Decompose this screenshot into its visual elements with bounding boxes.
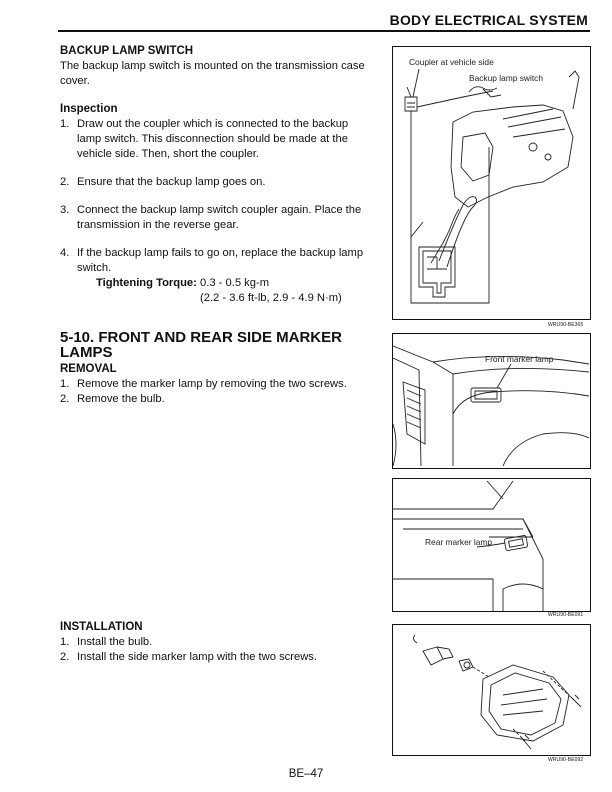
list-item: 2. Ensure that the backup lamp goes on. xyxy=(60,176,266,188)
label-backup-lamp-switch: Backup lamp switch xyxy=(469,73,544,83)
list-item: 2. Remove the bulb. xyxy=(60,393,165,405)
list-item: 2. Install the side marker lamp with the two screws. xyxy=(60,651,317,663)
figure-marker-lamp-exploded xyxy=(392,624,591,756)
figure-rear-marker-lamp xyxy=(392,478,591,612)
page-header xyxy=(58,8,590,32)
figure-front-marker-lamp xyxy=(392,333,591,469)
torque-value-1: 0.3 - 0.5 kg-m xyxy=(200,277,270,289)
label-coupler-vehicle-side: Coupler at vehicle side xyxy=(409,57,494,67)
installation-section xyxy=(60,620,380,665)
section-title: 5-10. FRONT AND REAR SIDE MARKER LAMPS xyxy=(60,329,342,361)
marker-lamps-section xyxy=(60,330,380,407)
installation-steps xyxy=(60,635,380,665)
transmission-illustration xyxy=(393,47,590,319)
label-front-marker-lamp: Front marker lamp xyxy=(485,354,554,364)
figure-caption: WRU90-BE365 xyxy=(548,322,584,328)
tightening-torque xyxy=(60,276,370,306)
torque-label: Tightening Torque: xyxy=(96,277,197,289)
inspection-steps xyxy=(60,117,370,276)
header-title: BODY ELECTRICAL SYSTEM xyxy=(389,12,588,28)
figure-caption: WRU90-BE091 xyxy=(548,612,584,618)
installation-heading: INSTALLATION xyxy=(60,621,143,633)
figure-caption: WRU90-BE092 xyxy=(548,757,584,763)
list-item: 1. Install the bulb. xyxy=(60,636,153,648)
list-item: 3. Connect the backup lamp switch coupler again. Place the transmission in the reverse gear. xyxy=(60,204,362,231)
exploded-view-illustration xyxy=(393,625,590,755)
backup-lamp-switch-section xyxy=(60,44,370,306)
backup-switch-intro: The backup lamp switch is mounted on the transmission case cover. xyxy=(60,60,365,87)
label-rear-marker-lamp: Rear marker lamp xyxy=(425,537,493,547)
removal-steps xyxy=(60,377,380,407)
list-item: 1. Remove the marker lamp by removing the two screws. xyxy=(60,378,347,390)
list-item: 4. If the backup lamp fails to go on, replace the backup lamp switch. xyxy=(60,247,364,274)
torque-value-2: (2.2 - 3.6 ft-lb, 2.9 - 4.9 N·m) xyxy=(200,292,342,304)
figure-backup-switch xyxy=(392,46,591,320)
removal-heading: REMOVAL xyxy=(60,363,117,375)
page-number: BE–47 xyxy=(288,768,324,780)
backup-switch-heading: BACKUP LAMP SWITCH xyxy=(60,45,194,57)
inspection-heading: Inspection xyxy=(60,103,118,115)
list-item: 1. Draw out the coupler which is connected to the backup lamp switch. This disconnection should be made at the vehicle side. Then, short the coupler. xyxy=(60,118,349,160)
